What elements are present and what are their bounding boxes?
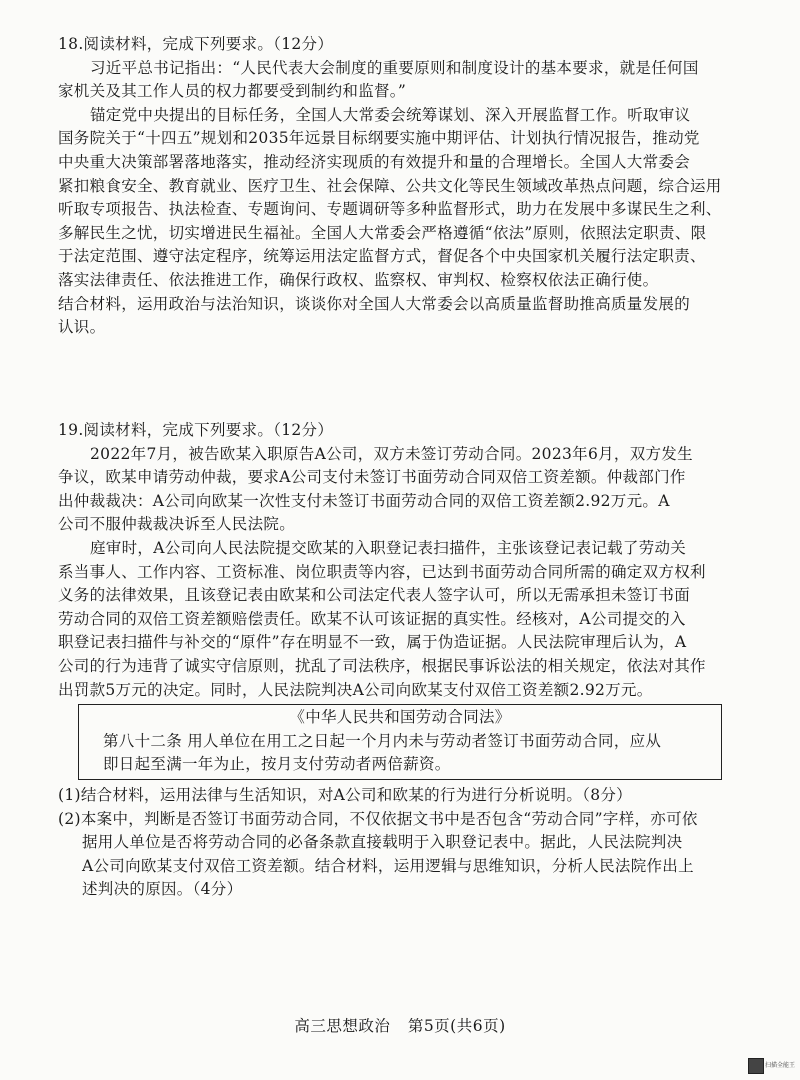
q19-line: 劳动合同的双倍工资差额赔偿责任。欧某不认可该证据的真实性。经核对，A公司提交的入 <box>58 609 686 628</box>
question-18-heading: 18.阅读材料，完成下列要求。（12分） <box>58 35 334 53</box>
q18-line: 中央重大决策部署落地落实，推动经济实现质的有效提升和量的合理增长。全国人大常委会 <box>58 152 691 171</box>
sub-question-2-line: 述判决的原因。（4分） <box>82 880 243 899</box>
sub-question-2-line: 据用人单位是否将劳动合同的必备条款直接载明于入职登记表中。据此，人民法院判决 <box>82 833 683 852</box>
q19-line: 出仲裁裁决：A公司向欧某一次性支付未签订书面劳动合同的双倍工资差额2.92万元。A <box>58 491 670 510</box>
q19-line: 出罚款5万元的决定。同时，人民法院判决A公司向欧某支付双倍工资差额2.92万元。 <box>58 680 653 699</box>
q18-line: 听取专项报告、执法检查、专题询问、专题调研等多种监督形式，助力在发展中多谋民生之利、 <box>58 200 722 219</box>
q18-line: 多解民生之忧，切实增进民生福祉。全国人大常委会严格遵循“依法”原则，依照法定职责、限 <box>58 223 707 242</box>
law-line: 第八十二条 用人单位在用工之日起一个月内未与劳动者签订书面劳动合同，应从 <box>103 731 662 750</box>
question-18 <box>58 33 738 340</box>
q19-line: 职登记表扫描件与补交的“原件”存在明显不一致，属于伪造证据。人民法院审理后认为，A <box>58 633 687 652</box>
footer-subject: 高三思想政治 <box>294 1017 391 1035</box>
question-19 <box>58 419 738 902</box>
page-footer <box>0 1014 800 1036</box>
sub-question-1: (1)结合材料，运用法律与生活知识，对A公司和欧某的行为进行分析说明。（8分） <box>58 785 632 804</box>
sub-question-2-line: (2)本案中，判断是否签订书面劳动合同，不仅依据文书中是否包含“劳动合同”字样，亦可依 <box>58 809 698 828</box>
q19-line: 公司不服仲裁裁决诉至人民法院。 <box>58 515 296 534</box>
q18-line: 紧扣粮食安全、教育就业、医疗卫生、社会保障、公共文化等民生领域改革热点问题，综合运用 <box>58 176 722 195</box>
q19-line: 义务的法律效果，且该登记表由欧某和公司法定代表人签字认可，所以无需承担未签订书面 <box>58 586 691 605</box>
question-19-heading: 19.阅读材料，完成下列要求。（12分） <box>58 421 334 439</box>
q18-line: 国务院关于“十四五”规划和2035年远景目标纲要实施中期评估、计划执行情况报告，推动党 <box>58 129 700 148</box>
q18-task-line: 认识。 <box>58 318 106 337</box>
q18-line: 家机关及其工作人员的权力都要受到制约和监督。” <box>58 82 407 101</box>
qr-code-icon <box>748 1058 764 1074</box>
q18-line: 锚定党中央提出的目标任务，全国人大常委会统筹谋划、深入开展监督工作。听取审议 <box>90 105 691 124</box>
sub-question-2-line: A公司向欧某支付双倍工资差额。结合材料，运用逻辑与思维知识，分析人民法院作出上 <box>82 856 694 875</box>
q18-line: 落实法律责任、依法推进工作，确保行政权、监察权、审判权、检察权依法正确行使。 <box>58 270 659 289</box>
scanner-watermark: 扫描全能王 <box>765 1062 796 1069</box>
q19-line: 庭审时，A公司向人民法院提交欧某的入职登记表扫描件，主张该登记表记载了劳动关 <box>90 538 687 557</box>
q19-line: 系当事人、工作内容、工资标准、岗位职责等内容，已达到书面劳动合同所需的确定双方权利 <box>58 562 706 581</box>
q19-line: 2022年7月，被告欧某入职原告A公司，双方未签订劳动合同。2023年6月，双方发生 <box>90 444 693 463</box>
law-excerpt-box <box>78 704 722 780</box>
q18-line: 习近平总书记指出：“人民代表大会制度的重要原则和制度设计的基本要求，就是任何国 <box>90 58 699 77</box>
law-title: 《中华人民共和国劳动合同法》 <box>289 708 511 727</box>
q19-line: 争议，欧某申请劳动仲裁，要求A公司支付未签订书面劳动合同双倍工资差额。仲裁部门作 <box>58 468 686 487</box>
footer-page-number: 第5页(共6页) <box>407 1017 506 1035</box>
law-line: 即日起至满一年为止，按月支付劳动者两倍薪资。 <box>103 755 451 774</box>
q19-line: 公司的行为违背了诚实守信原则，扰乱了司法秩序，根据民事诉讼法的相关规定，依法对其作 <box>58 656 706 675</box>
q18-line: 于法定范围、遵守法定程序，统筹运用法定监督方式，督促各个中央国家机关履行法定职责、 <box>58 247 706 266</box>
q18-task-line: 结合材料，运用政治与法治知识，谈谈你对全国人大常委会以高质量监督助推高质量发展的 <box>58 294 691 313</box>
